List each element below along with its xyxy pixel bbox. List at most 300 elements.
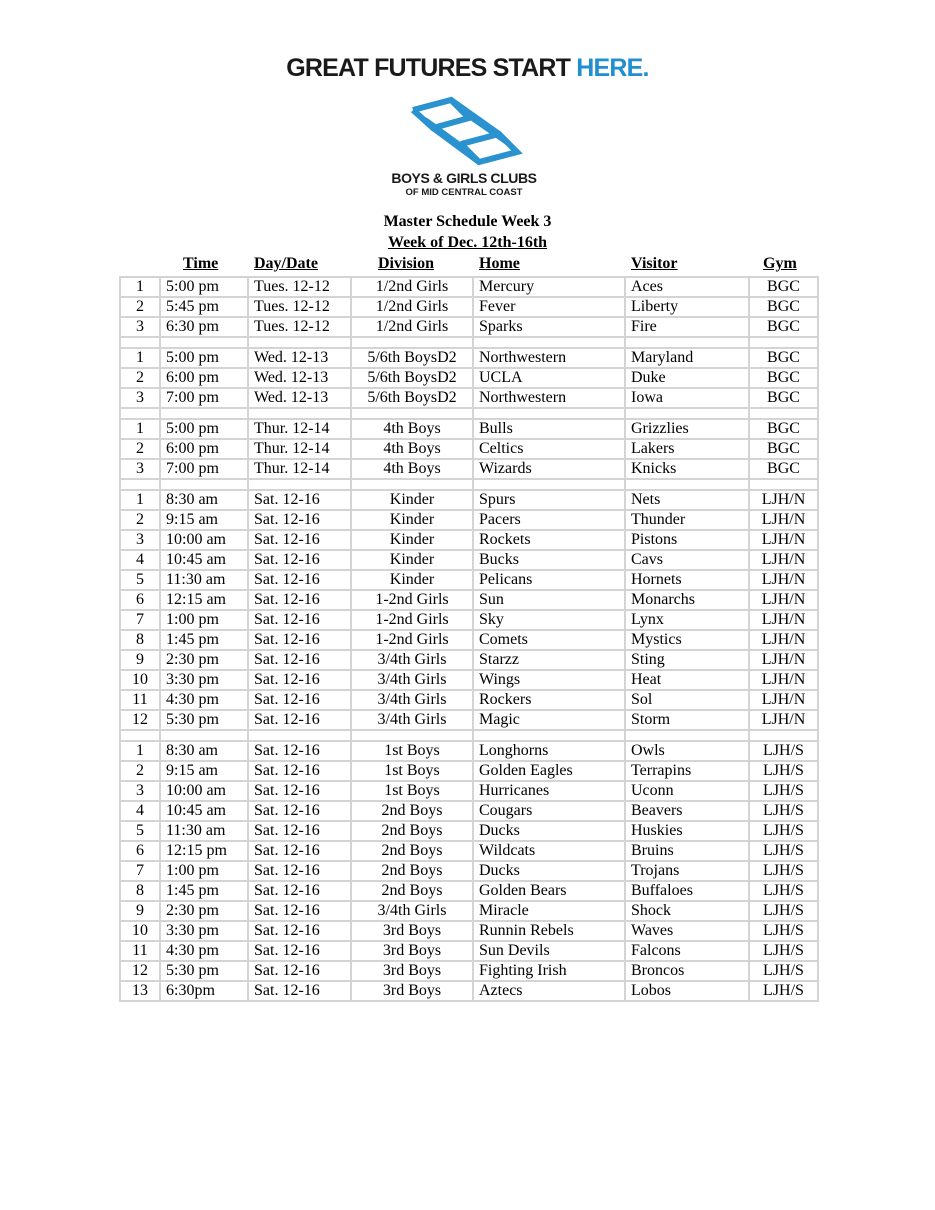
game-day-date-cell: Sat. 12-16 bbox=[248, 690, 351, 710]
spacer-cell bbox=[120, 337, 160, 348]
game-division-cell: 5/6th BoysD2 bbox=[351, 348, 473, 368]
game-time-cell: 7:00 pm bbox=[160, 459, 248, 479]
game-time-cell: 12:15 am bbox=[160, 590, 248, 610]
game-time-cell: 6:30 pm bbox=[160, 317, 248, 337]
home-team-cell: UCLA bbox=[473, 368, 625, 388]
game-division-cell: 3rd Boys bbox=[351, 921, 473, 941]
gym-cell: BGC bbox=[749, 459, 818, 479]
game-division-cell: 4th Boys bbox=[351, 439, 473, 459]
spacer-cell bbox=[248, 730, 351, 741]
gym-cell: BGC bbox=[749, 419, 818, 439]
game-number-cell: 6 bbox=[120, 841, 160, 861]
game-division-cell: 3rd Boys bbox=[351, 941, 473, 961]
spacer-cell bbox=[625, 408, 749, 419]
game-number-cell: 3 bbox=[120, 459, 160, 479]
gym-cell: LJH/N bbox=[749, 570, 818, 590]
game-time-cell: 5:30 pm bbox=[160, 961, 248, 981]
visitor-team-cell: Heat bbox=[625, 670, 749, 690]
spacer-cell bbox=[120, 479, 160, 490]
spacer-cell bbox=[473, 479, 625, 490]
home-team-cell: Rockers bbox=[473, 690, 625, 710]
home-team-cell: Starzz bbox=[473, 650, 625, 670]
tagline-main: GREAT FUTURES START bbox=[286, 54, 577, 82]
game-time-cell: 3:30 pm bbox=[160, 670, 248, 690]
home-team-cell: Northwestern bbox=[473, 388, 625, 408]
visitor-team-cell: Liberty bbox=[625, 297, 749, 317]
table-row bbox=[120, 821, 818, 841]
gym-cell: LJH/S bbox=[749, 821, 818, 841]
game-number-cell: 2 bbox=[120, 439, 160, 459]
home-team-cell: Fighting Irish bbox=[473, 961, 625, 981]
gym-cell: LJH/S bbox=[749, 801, 818, 821]
home-team-cell: Aztecs bbox=[473, 981, 625, 1001]
game-division-cell: 2nd Boys bbox=[351, 801, 473, 821]
game-number-cell: 6 bbox=[120, 590, 160, 610]
game-day-date-cell: Sat. 12-16 bbox=[248, 590, 351, 610]
visitor-team-cell: Buffaloes bbox=[625, 881, 749, 901]
table-row bbox=[120, 388, 818, 408]
game-day-date-cell: Sat. 12-16 bbox=[248, 961, 351, 981]
game-time-cell: 1:00 pm bbox=[160, 610, 248, 630]
gym-cell: BGC bbox=[749, 317, 818, 337]
org-name: BOYS & GIRLS CLUBS bbox=[391, 170, 537, 186]
game-division-cell: Kinder bbox=[351, 550, 473, 570]
game-division-cell: 2nd Boys bbox=[351, 861, 473, 881]
game-time-cell: 1:45 pm bbox=[160, 881, 248, 901]
game-number-cell: 1 bbox=[120, 490, 160, 510]
spacer-cell bbox=[248, 479, 351, 490]
gym-cell: BGC bbox=[749, 388, 818, 408]
table-row bbox=[120, 419, 818, 439]
game-division-cell: 1-2nd Girls bbox=[351, 610, 473, 630]
table-row bbox=[120, 941, 818, 961]
game-time-cell: 6:00 pm bbox=[160, 439, 248, 459]
spacer-cell bbox=[160, 408, 248, 419]
game-day-date-cell: Sat. 12-16 bbox=[248, 610, 351, 630]
visitor-team-cell: Hornets bbox=[625, 570, 749, 590]
visitor-team-cell: Lakers bbox=[625, 439, 749, 459]
table-row bbox=[120, 690, 818, 710]
game-number-cell: 12 bbox=[120, 961, 160, 981]
visitor-team-cell: Sting bbox=[625, 650, 749, 670]
game-day-date-cell: Tues. 12-12 bbox=[248, 317, 351, 337]
gym-cell: LJH/S bbox=[749, 741, 818, 761]
home-team-cell: Spurs bbox=[473, 490, 625, 510]
spacer-cell bbox=[749, 408, 818, 419]
table-row bbox=[120, 710, 818, 730]
game-day-date-cell: Thur. 12-14 bbox=[248, 459, 351, 479]
table-row bbox=[120, 510, 818, 530]
spacer-cell bbox=[351, 337, 473, 348]
game-number-cell: 3 bbox=[120, 317, 160, 337]
game-time-cell: 7:00 pm bbox=[160, 388, 248, 408]
game-division-cell: 3/4th Girls bbox=[351, 710, 473, 730]
home-team-cell: Mercury bbox=[473, 277, 625, 297]
visitor-team-cell: Trojans bbox=[625, 861, 749, 881]
game-number-cell: 9 bbox=[120, 901, 160, 921]
game-time-cell: 11:30 am bbox=[160, 570, 248, 590]
game-division-cell: 1-2nd Girls bbox=[351, 630, 473, 650]
gym-cell: LJH/S bbox=[749, 761, 818, 781]
table-row bbox=[120, 981, 818, 1001]
gym-cell: LJH/S bbox=[749, 841, 818, 861]
table-row bbox=[120, 490, 818, 510]
group-spacer-row bbox=[120, 337, 818, 348]
home-team-cell: Runnin Rebels bbox=[473, 921, 625, 941]
gym-cell: LJH/S bbox=[749, 961, 818, 981]
gym-cell: LJH/S bbox=[749, 921, 818, 941]
spacer-cell bbox=[473, 730, 625, 741]
game-day-date-cell: Sat. 12-16 bbox=[248, 650, 351, 670]
game-day-date-cell: Sat. 12-16 bbox=[248, 490, 351, 510]
game-time-cell: 1:45 pm bbox=[160, 630, 248, 650]
gym-cell: LJH/S bbox=[749, 881, 818, 901]
gym-cell: LJH/N bbox=[749, 550, 818, 570]
game-time-cell: 3:30 pm bbox=[160, 921, 248, 941]
game-number-cell: 1 bbox=[120, 419, 160, 439]
gym-cell: LJH/N bbox=[749, 490, 818, 510]
spacer-cell bbox=[625, 730, 749, 741]
spacer-cell bbox=[749, 479, 818, 490]
gym-cell: LJH/N bbox=[749, 510, 818, 530]
col-header-day-date: Day/Date bbox=[254, 255, 318, 272]
home-team-cell: Sun bbox=[473, 590, 625, 610]
game-day-date-cell: Wed. 12-13 bbox=[248, 388, 351, 408]
game-time-cell: 5:00 pm bbox=[160, 348, 248, 368]
game-day-date-cell: Thur. 12-14 bbox=[248, 419, 351, 439]
game-number-cell: 2 bbox=[120, 368, 160, 388]
home-team-cell: Golden Bears bbox=[473, 881, 625, 901]
org-region: OF MID CENTRAL COAST bbox=[405, 187, 523, 198]
schedule-subtitle: Week of Dec. 12th-16th bbox=[387, 234, 548, 251]
gym-cell: LJH/N bbox=[749, 630, 818, 650]
game-day-date-cell: Sat. 12-16 bbox=[248, 901, 351, 921]
game-number-cell: 10 bbox=[120, 921, 160, 941]
home-team-cell: Sun Devils bbox=[473, 941, 625, 961]
home-team-cell: Comets bbox=[473, 630, 625, 650]
visitor-team-cell: Aces bbox=[625, 277, 749, 297]
spacer-cell bbox=[625, 479, 749, 490]
gym-cell: LJH/N bbox=[749, 690, 818, 710]
game-time-cell: 6:30pm bbox=[160, 981, 248, 1001]
game-division-cell: 2nd Boys bbox=[351, 841, 473, 861]
game-division-cell: Kinder bbox=[351, 530, 473, 550]
game-day-date-cell: Sat. 12-16 bbox=[248, 741, 351, 761]
table-row bbox=[120, 921, 818, 941]
schedule-title: Master Schedule Week 3 bbox=[383, 213, 552, 230]
gym-cell: LJH/S bbox=[749, 981, 818, 1001]
spacer-cell bbox=[120, 408, 160, 419]
gym-cell: LJH/N bbox=[749, 650, 818, 670]
gym-cell: BGC bbox=[749, 277, 818, 297]
tagline-accent: HERE. bbox=[576, 54, 649, 82]
visitor-team-cell: Duke bbox=[625, 368, 749, 388]
gym-cell: LJH/S bbox=[749, 941, 818, 961]
home-team-cell: Bulls bbox=[473, 419, 625, 439]
home-team-cell: Sky bbox=[473, 610, 625, 630]
game-number-cell: 1 bbox=[120, 348, 160, 368]
game-time-cell: 4:30 pm bbox=[160, 690, 248, 710]
visitor-team-cell: Waves bbox=[625, 921, 749, 941]
game-time-cell: 9:15 am bbox=[160, 510, 248, 530]
table-row bbox=[120, 801, 818, 821]
gym-cell: BGC bbox=[749, 368, 818, 388]
table-row bbox=[120, 630, 818, 650]
game-number-cell: 2 bbox=[120, 761, 160, 781]
table-row bbox=[120, 670, 818, 690]
spacer-cell bbox=[749, 730, 818, 741]
game-time-cell: 10:45 am bbox=[160, 801, 248, 821]
table-row bbox=[120, 781, 818, 801]
spacer-cell bbox=[248, 408, 351, 419]
game-number-cell: 3 bbox=[120, 388, 160, 408]
table-row bbox=[120, 881, 818, 901]
home-team-cell: Wings bbox=[473, 670, 625, 690]
spacer-cell bbox=[160, 337, 248, 348]
game-day-date-cell: Sat. 12-16 bbox=[248, 710, 351, 730]
game-division-cell: 1/2nd Girls bbox=[351, 297, 473, 317]
spacer-cell bbox=[749, 337, 818, 348]
game-time-cell: 8:30 am bbox=[160, 490, 248, 510]
gym-cell: BGC bbox=[749, 348, 818, 368]
visitor-team-cell: Monarchs bbox=[625, 590, 749, 610]
game-division-cell: Kinder bbox=[351, 510, 473, 530]
home-team-cell: Wildcats bbox=[473, 841, 625, 861]
game-division-cell: 1st Boys bbox=[351, 781, 473, 801]
home-team-cell: Northwestern bbox=[473, 348, 625, 368]
game-division-cell: 1st Boys bbox=[351, 741, 473, 761]
home-team-cell: Golden Eagles bbox=[473, 761, 625, 781]
gym-cell: BGC bbox=[749, 297, 818, 317]
game-number-cell: 12 bbox=[120, 710, 160, 730]
spacer-cell bbox=[160, 730, 248, 741]
col-header-home: Home bbox=[479, 255, 520, 272]
game-day-date-cell: Sat. 12-16 bbox=[248, 801, 351, 821]
home-team-cell: Pacers bbox=[473, 510, 625, 530]
game-number-cell: 5 bbox=[120, 821, 160, 841]
table-row bbox=[120, 761, 818, 781]
game-day-date-cell: Sat. 12-16 bbox=[248, 630, 351, 650]
game-division-cell: 4th Boys bbox=[351, 459, 473, 479]
home-team-cell: Sparks bbox=[473, 317, 625, 337]
game-day-date-cell: Sat. 12-16 bbox=[248, 781, 351, 801]
visitor-team-cell: Thunder bbox=[625, 510, 749, 530]
game-division-cell: 2nd Boys bbox=[351, 821, 473, 841]
table-row bbox=[120, 368, 818, 388]
gym-cell: LJH/N bbox=[749, 670, 818, 690]
game-day-date-cell: Sat. 12-16 bbox=[248, 921, 351, 941]
visitor-team-cell: Nets bbox=[625, 490, 749, 510]
game-division-cell: 3/4th Girls bbox=[351, 901, 473, 921]
game-day-date-cell: Sat. 12-16 bbox=[248, 981, 351, 1001]
gym-cell: LJH/S bbox=[749, 901, 818, 921]
visitor-team-cell: Terrapins bbox=[625, 761, 749, 781]
table-row bbox=[120, 530, 818, 550]
home-team-cell: Miracle bbox=[473, 901, 625, 921]
table-row bbox=[120, 550, 818, 570]
game-day-date-cell: Sat. 12-16 bbox=[248, 881, 351, 901]
game-division-cell: Kinder bbox=[351, 490, 473, 510]
game-division-cell: 1/2nd Girls bbox=[351, 277, 473, 297]
game-division-cell: 2nd Boys bbox=[351, 881, 473, 901]
game-time-cell: 10:00 am bbox=[160, 530, 248, 550]
game-division-cell: 1st Boys bbox=[351, 761, 473, 781]
visitor-team-cell: Knicks bbox=[625, 459, 749, 479]
spacer-cell bbox=[120, 730, 160, 741]
spacer-cell bbox=[160, 479, 248, 490]
visitor-team-cell: Beavers bbox=[625, 801, 749, 821]
table-row bbox=[120, 570, 818, 590]
game-time-cell: 5:30 pm bbox=[160, 710, 248, 730]
game-number-cell: 9 bbox=[120, 650, 160, 670]
visitor-team-cell: Mystics bbox=[625, 630, 749, 650]
group-spacer-row bbox=[120, 408, 818, 419]
visitor-team-cell: Bruins bbox=[625, 841, 749, 861]
game-number-cell: 4 bbox=[120, 550, 160, 570]
boys-girls-clubs-logo-icon bbox=[407, 96, 523, 166]
visitor-team-cell: Fire bbox=[625, 317, 749, 337]
table-row bbox=[120, 348, 818, 368]
home-team-cell: Fever bbox=[473, 297, 625, 317]
game-time-cell: 9:15 am bbox=[160, 761, 248, 781]
table-row bbox=[120, 590, 818, 610]
home-team-cell: Celtics bbox=[473, 439, 625, 459]
visitor-team-cell: Iowa bbox=[625, 388, 749, 408]
visitor-team-cell: Cavs bbox=[625, 550, 749, 570]
table-row bbox=[120, 459, 818, 479]
game-division-cell: 3rd Boys bbox=[351, 961, 473, 981]
game-number-cell: 8 bbox=[120, 881, 160, 901]
game-number-cell: 13 bbox=[120, 981, 160, 1001]
game-number-cell: 8 bbox=[120, 630, 160, 650]
game-day-date-cell: Sat. 12-16 bbox=[248, 941, 351, 961]
game-day-date-cell: Sat. 12-16 bbox=[248, 510, 351, 530]
game-time-cell: 5:45 pm bbox=[160, 297, 248, 317]
visitor-team-cell: Grizzlies bbox=[625, 419, 749, 439]
home-team-cell: Bucks bbox=[473, 550, 625, 570]
col-header-gym: Gym bbox=[763, 255, 797, 272]
game-day-date-cell: Tues. 12-12 bbox=[248, 277, 351, 297]
table-row bbox=[120, 439, 818, 459]
visitor-team-cell: Uconn bbox=[625, 781, 749, 801]
table-row bbox=[120, 297, 818, 317]
visitor-team-cell: Broncos bbox=[625, 961, 749, 981]
home-team-cell: Rockets bbox=[473, 530, 625, 550]
table-row bbox=[120, 317, 818, 337]
game-day-date-cell: Wed. 12-13 bbox=[248, 368, 351, 388]
game-day-date-cell: Wed. 12-13 bbox=[248, 348, 351, 368]
game-division-cell: Kinder bbox=[351, 570, 473, 590]
col-header-time: Time bbox=[183, 255, 219, 272]
table-row bbox=[120, 901, 818, 921]
gym-cell: LJH/N bbox=[749, 590, 818, 610]
game-division-cell: 5/6th BoysD2 bbox=[351, 368, 473, 388]
game-time-cell: 5:00 pm bbox=[160, 419, 248, 439]
game-division-cell: 3/4th Girls bbox=[351, 690, 473, 710]
spacer-cell bbox=[248, 337, 351, 348]
visitor-team-cell: Lynx bbox=[625, 610, 749, 630]
game-time-cell: 10:00 am bbox=[160, 781, 248, 801]
spacer-cell bbox=[351, 730, 473, 741]
game-time-cell: 11:30 am bbox=[160, 821, 248, 841]
visitor-team-cell: Lobos bbox=[625, 981, 749, 1001]
game-number-cell: 11 bbox=[120, 690, 160, 710]
game-number-cell: 10 bbox=[120, 670, 160, 690]
table-row bbox=[120, 841, 818, 861]
game-time-cell: 10:45 am bbox=[160, 550, 248, 570]
home-team-cell: Cougars bbox=[473, 801, 625, 821]
gym-cell: LJH/N bbox=[749, 530, 818, 550]
game-day-date-cell: Thur. 12-14 bbox=[248, 439, 351, 459]
gym-cell: LJH/N bbox=[749, 610, 818, 630]
table-row bbox=[120, 610, 818, 630]
game-division-cell: 5/6th BoysD2 bbox=[351, 388, 473, 408]
visitor-team-cell: Falcons bbox=[625, 941, 749, 961]
game-division-cell: 3/4th Girls bbox=[351, 670, 473, 690]
visitor-team-cell: Shock bbox=[625, 901, 749, 921]
gym-cell: BGC bbox=[749, 439, 818, 459]
game-time-cell: 5:00 pm bbox=[160, 277, 248, 297]
home-team-cell: Wizards bbox=[473, 459, 625, 479]
game-day-date-cell: Sat. 12-16 bbox=[248, 761, 351, 781]
visitor-team-cell: Huskies bbox=[625, 821, 749, 841]
tagline bbox=[0, 54, 935, 83]
game-day-date-cell: Sat. 12-16 bbox=[248, 821, 351, 841]
game-time-cell: 8:30 am bbox=[160, 741, 248, 761]
game-day-date-cell: Sat. 12-16 bbox=[248, 530, 351, 550]
home-team-cell: Magic bbox=[473, 710, 625, 730]
game-division-cell: 3rd Boys bbox=[351, 981, 473, 1001]
game-number-cell: 7 bbox=[120, 861, 160, 881]
gym-cell: LJH/N bbox=[749, 710, 818, 730]
visitor-team-cell: Storm bbox=[625, 710, 749, 730]
game-number-cell: 7 bbox=[120, 610, 160, 630]
table-row bbox=[120, 741, 818, 761]
game-number-cell: 1 bbox=[120, 741, 160, 761]
spacer-cell bbox=[351, 408, 473, 419]
spacer-cell bbox=[351, 479, 473, 490]
col-header-visitor: Visitor bbox=[631, 255, 678, 272]
group-spacer-row bbox=[120, 479, 818, 490]
game-number-cell: 2 bbox=[120, 510, 160, 530]
game-number-cell: 1 bbox=[120, 277, 160, 297]
visitor-team-cell: Owls bbox=[625, 741, 749, 761]
spacer-cell bbox=[473, 337, 625, 348]
game-number-cell: 2 bbox=[120, 297, 160, 317]
game-division-cell: 1/2nd Girls bbox=[351, 317, 473, 337]
game-number-cell: 11 bbox=[120, 941, 160, 961]
home-team-cell: Longhorns bbox=[473, 741, 625, 761]
game-day-date-cell: Sat. 12-16 bbox=[248, 570, 351, 590]
game-day-date-cell: Tues. 12-12 bbox=[248, 297, 351, 317]
game-time-cell: 4:30 pm bbox=[160, 941, 248, 961]
visitor-team-cell: Pistons bbox=[625, 530, 749, 550]
game-division-cell: 3/4th Girls bbox=[351, 650, 473, 670]
game-division-cell: 4th Boys bbox=[351, 419, 473, 439]
visitor-team-cell: Maryland bbox=[625, 348, 749, 368]
gym-cell: LJH/S bbox=[749, 861, 818, 881]
table-row bbox=[120, 861, 818, 881]
game-number-cell: 5 bbox=[120, 570, 160, 590]
game-number-cell: 3 bbox=[120, 530, 160, 550]
visitor-team-cell: Sol bbox=[625, 690, 749, 710]
game-division-cell: 1-2nd Girls bbox=[351, 590, 473, 610]
game-time-cell: 2:30 pm bbox=[160, 650, 248, 670]
game-time-cell: 12:15 pm bbox=[160, 841, 248, 861]
home-team-cell: Ducks bbox=[473, 821, 625, 841]
game-day-date-cell: Sat. 12-16 bbox=[248, 550, 351, 570]
table-row bbox=[120, 650, 818, 670]
